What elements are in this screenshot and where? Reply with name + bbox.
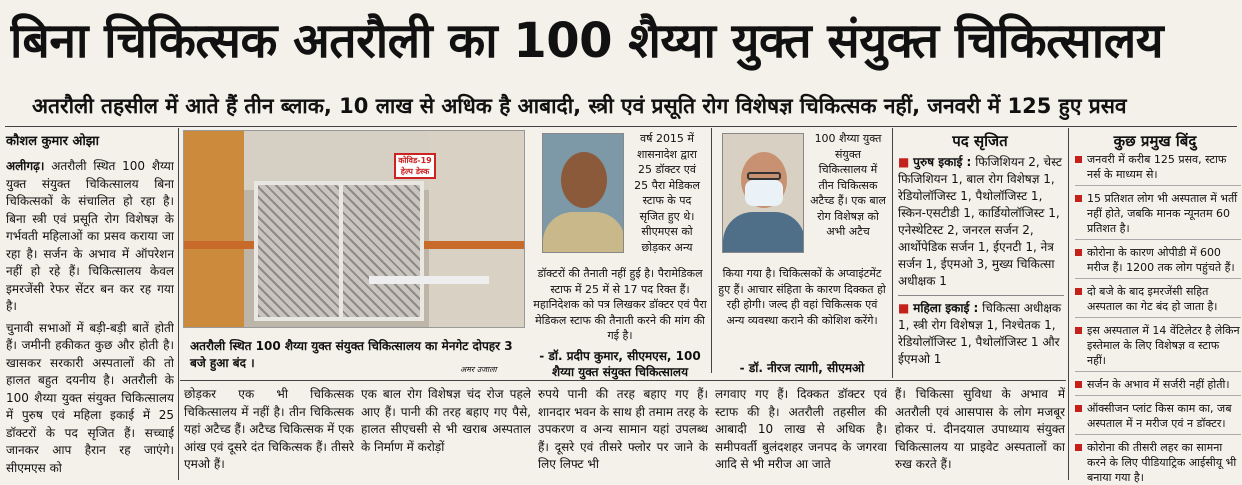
quote2-body: किया गया है। चिकित्सकों के अप्वाइंटमेंट हुए हैं। आचार संहिता के कारण दिक्कत हो रही होगी। जल्द ही वहां चिकित्सक एवं अन्य व्यवस्था कराने की कोशिश करेंगे। (718, 267, 886, 327)
article-column-5: लगवाए गए हैं। दिक्कत डॉक्टर एवं स्टाफ की है। अतरौली तहसील की आबादी 10 लाख से अधिक है। समीपवर्ती बुलंदशहर जनपद के जगरवा आदि से भी मरीज आ जाते (715, 387, 887, 471)
posts-female-list: चिकित्सा अधीक्षक 1, स्त्री रोग विशेषज्ञ 1, निश्चेतक 1, रेडियोलॉजिस्ट 1, पैथोलॉजिस्ट 1 और ईएमओ 1 (898, 301, 1062, 366)
list-item: जनवरी में करीब 125 प्रसव, स्टाफ नर्स के माध्यम से। (1075, 152, 1241, 186)
points-list (1075, 152, 1241, 485)
list-item: कोरोना के कारण ओपीडी में 600 मरीज हैं। 1200 तक लोग पहुंचते हैं। (1075, 245, 1241, 279)
photo-credit: अमर उजाला (460, 365, 497, 374)
byline: कौशल कुमार ओझा (6, 134, 99, 149)
posts-male-list: फिजिशियन 2, चेस्ट फिजिशियन 1, बाल रोग विशेषज्ञ 1, रेडियोलॉजिस्ट 1, पैथोलॉजिस्ट 1, स्किन-एसटीडी 1, कार्डियोलॉजिस्ट 1, एनेस्थेटिस्ट 2, जनरल सर्जन 2, आर्थोपेडिक सर्जन 1, ईएनटी 1, नेत्र सर्जन 1, ईएमओ 3, मुख्य चिकित्सा अधीक्षक 1 (898, 155, 1062, 288)
quote2-side-text: 100 शैय्या युक्त संयुक्त चिकित्सालय में तीन चिकित्सक अटैच्ड हैं। एक बाल रोग विशेषज्ञ को अभी अटैच (810, 132, 886, 238)
list-item: कोरोना की तीसरी लहर का सामना करने के लिए पीडियाट्रिक आईसीयू भी बनाया गया है। (1075, 440, 1241, 485)
rule-bottom (180, 380, 1066, 381)
quote1-body: डॉक्टरों की तैनाती नहीं हुई है। पैरामेडिकल स्टाफ में 25 में से 17 पद रिक्त हैं। महानिदेशक को पत्र लिखकर डॉक्टर एवं पैरा मेडिकल स्टाफ की तैनाती करने की मांग की गई है। (533, 267, 707, 342)
article-column-2: छोड़कर एक भी चिकित्सक चिकित्सालय में नहीं है। तीन चिकित्सक यहां अटैच्ड हैं। अटैच्ड चिकित्सक में एक आंख एवं दूसरे दंत चिकित्सक हैं। तीसरे एमओ हैं। (184, 387, 354, 471)
photo-caption: अतरौली स्थित 100 शैय्या युक्त संयुक्त चिकित्सालय का मेनगेट दोपहर 3 बजे हुआ बंद । (190, 339, 513, 370)
column-divider (1068, 128, 1069, 480)
covid-help-desk-sign: कोविड-19 हेल्प डेस्क (394, 153, 436, 179)
posts-box-title: पद सृजित (952, 132, 1008, 150)
list-item: 15 प्रतिशत लोग भी अस्पताल में भर्ती नहीं होते, जबकि मानक न्यूनतम 60 प्रतिशत है। (1075, 191, 1241, 240)
posts-male-label-text: पुरुष इकाई : (913, 155, 972, 169)
quote2-attribution: - डॉ. नीरज त्यागी, सीएमओ (739, 361, 865, 375)
face-mask (745, 180, 783, 206)
article-column-1 (6, 158, 174, 483)
column-divider (711, 128, 712, 373)
article-column-3: एक बाल रोग विशेषज्ञ चंद रोज पहले आए हैं। पानी की तरह बहाए गए पैसे, हालत सीएचसी से भी खराब अस्पताल के निर्माण में करोड़ों (361, 387, 531, 454)
article-para-2: चुनावी सभाओं में बड़ी-बड़ी बातें होती हैं। जमीनी हकीकत कुछ और होती है। खासकर सरकारी अस्पतालों की तो हालत बहुत दयनीय है। अतरौली के 100 शैय्या युक्त संयुक्त चिकित्सालय में पुरुष एवं महिला इकाई में 25 डॉक्टरों के पद सृजित हैं। सच्चाई जानकर आप हैरान रह जाएंगे। सीएमएस को (6, 320, 174, 475)
article-column-6: हैं। चिकित्सा सुविधा के अभाव में अतरौली एवं आसपास के लोग मजबूर होकर पं. दीनदयाल उपाध्याय संयुक्त चिकित्सालय या प्राइवेट अस्पतालों का रुख करते हैं। (895, 387, 1065, 471)
rule-top (5, 126, 1237, 127)
article-para-1: अतरौली स्थित 100 शैय्या युक्त संयुक्त चिकित्सालय बिना चिकित्सकों के संचालित हो रहा है। बिना स्त्री एवं प्रसूति रोग विशेषज्ञ के गर्भवती महिलाओं का प्रसव कराया जा रहा है। सर्जन के अभाव में ऑपरेशन नहीं हो रहे हैं। चिकित्सालय केवल इमरजेंसी रेफर सेंटर बन कर रह गया है। (6, 159, 174, 313)
list-item: ऑक्सीजन प्लांट किस काम का, जब अस्पताल में न मरीज एवं न डॉक्टर। (1075, 401, 1241, 435)
headline: बिना चिकित्सक अतरौली का 100 शैय्या युक्त संयुक्त चिकित्सालय (10, 13, 1164, 69)
points-box-title: कुछ प्रमुख बिंदु (1113, 132, 1197, 150)
posts-female-bullet: ■ (898, 301, 914, 315)
column-divider (892, 128, 893, 378)
posts-female-label: महिला इकाई : (913, 301, 979, 315)
dateline: अलीगढ़। (6, 159, 45, 173)
list-item: इस अस्पताल में 14 वेंटिलेटर है लेकिन इस्तेमाल के लिए विशेषज्ञ व स्टाफ नहीं। (1075, 323, 1241, 372)
hospital-gate-photo (183, 130, 525, 328)
portrait-cms-photo (542, 133, 624, 253)
list-item: सर्जन के अभाव में सर्जरी नहीं होती। (1075, 377, 1241, 396)
list-item: दो बजे के बाद इमरजेंसी सहित अस्पताल का गेट बंद हो जाता है। (1075, 284, 1241, 318)
posts-male-label: ■ (898, 155, 914, 169)
article-column-4: रुपये पानी की तरह बहाए गए हैं। शानदार भवन के साथ ही तमाम तरह के उपकरण व अन्य सामान यहां उपलब्ध हैं। दूसरे एवं तीसरे फ्लोर पर जाने के लिए लिफ्ट भी (538, 387, 708, 471)
subheadline: अतरौली तहसील में आते हैं तीन ब्लाक, 10 लाख से अधिक है आबादी, स्त्री एवं प्रसूति रोग विशेषज्ञ चिकित्सक नहीं, जनवरी में 125 हुए प्रसव (32, 94, 1127, 118)
column-divider (178, 128, 179, 480)
portrait-cmo-photo (722, 133, 804, 253)
quote1-side-text: वर्ष 2015 में शासनादेश द्वारा 25 डॉक्टर एवं 25 पैरा मेडिकल स्टाफ के पद सृजित हुए थे। सीएमएस को छोड़कर अन्य (634, 132, 700, 254)
quote1-attribution: - डॉ. प्रदीप कुमार, सीएमएस, 100 शैय्या युक्त संयुक्त चिकित्सालय (539, 349, 701, 379)
posts-box (898, 154, 1064, 376)
